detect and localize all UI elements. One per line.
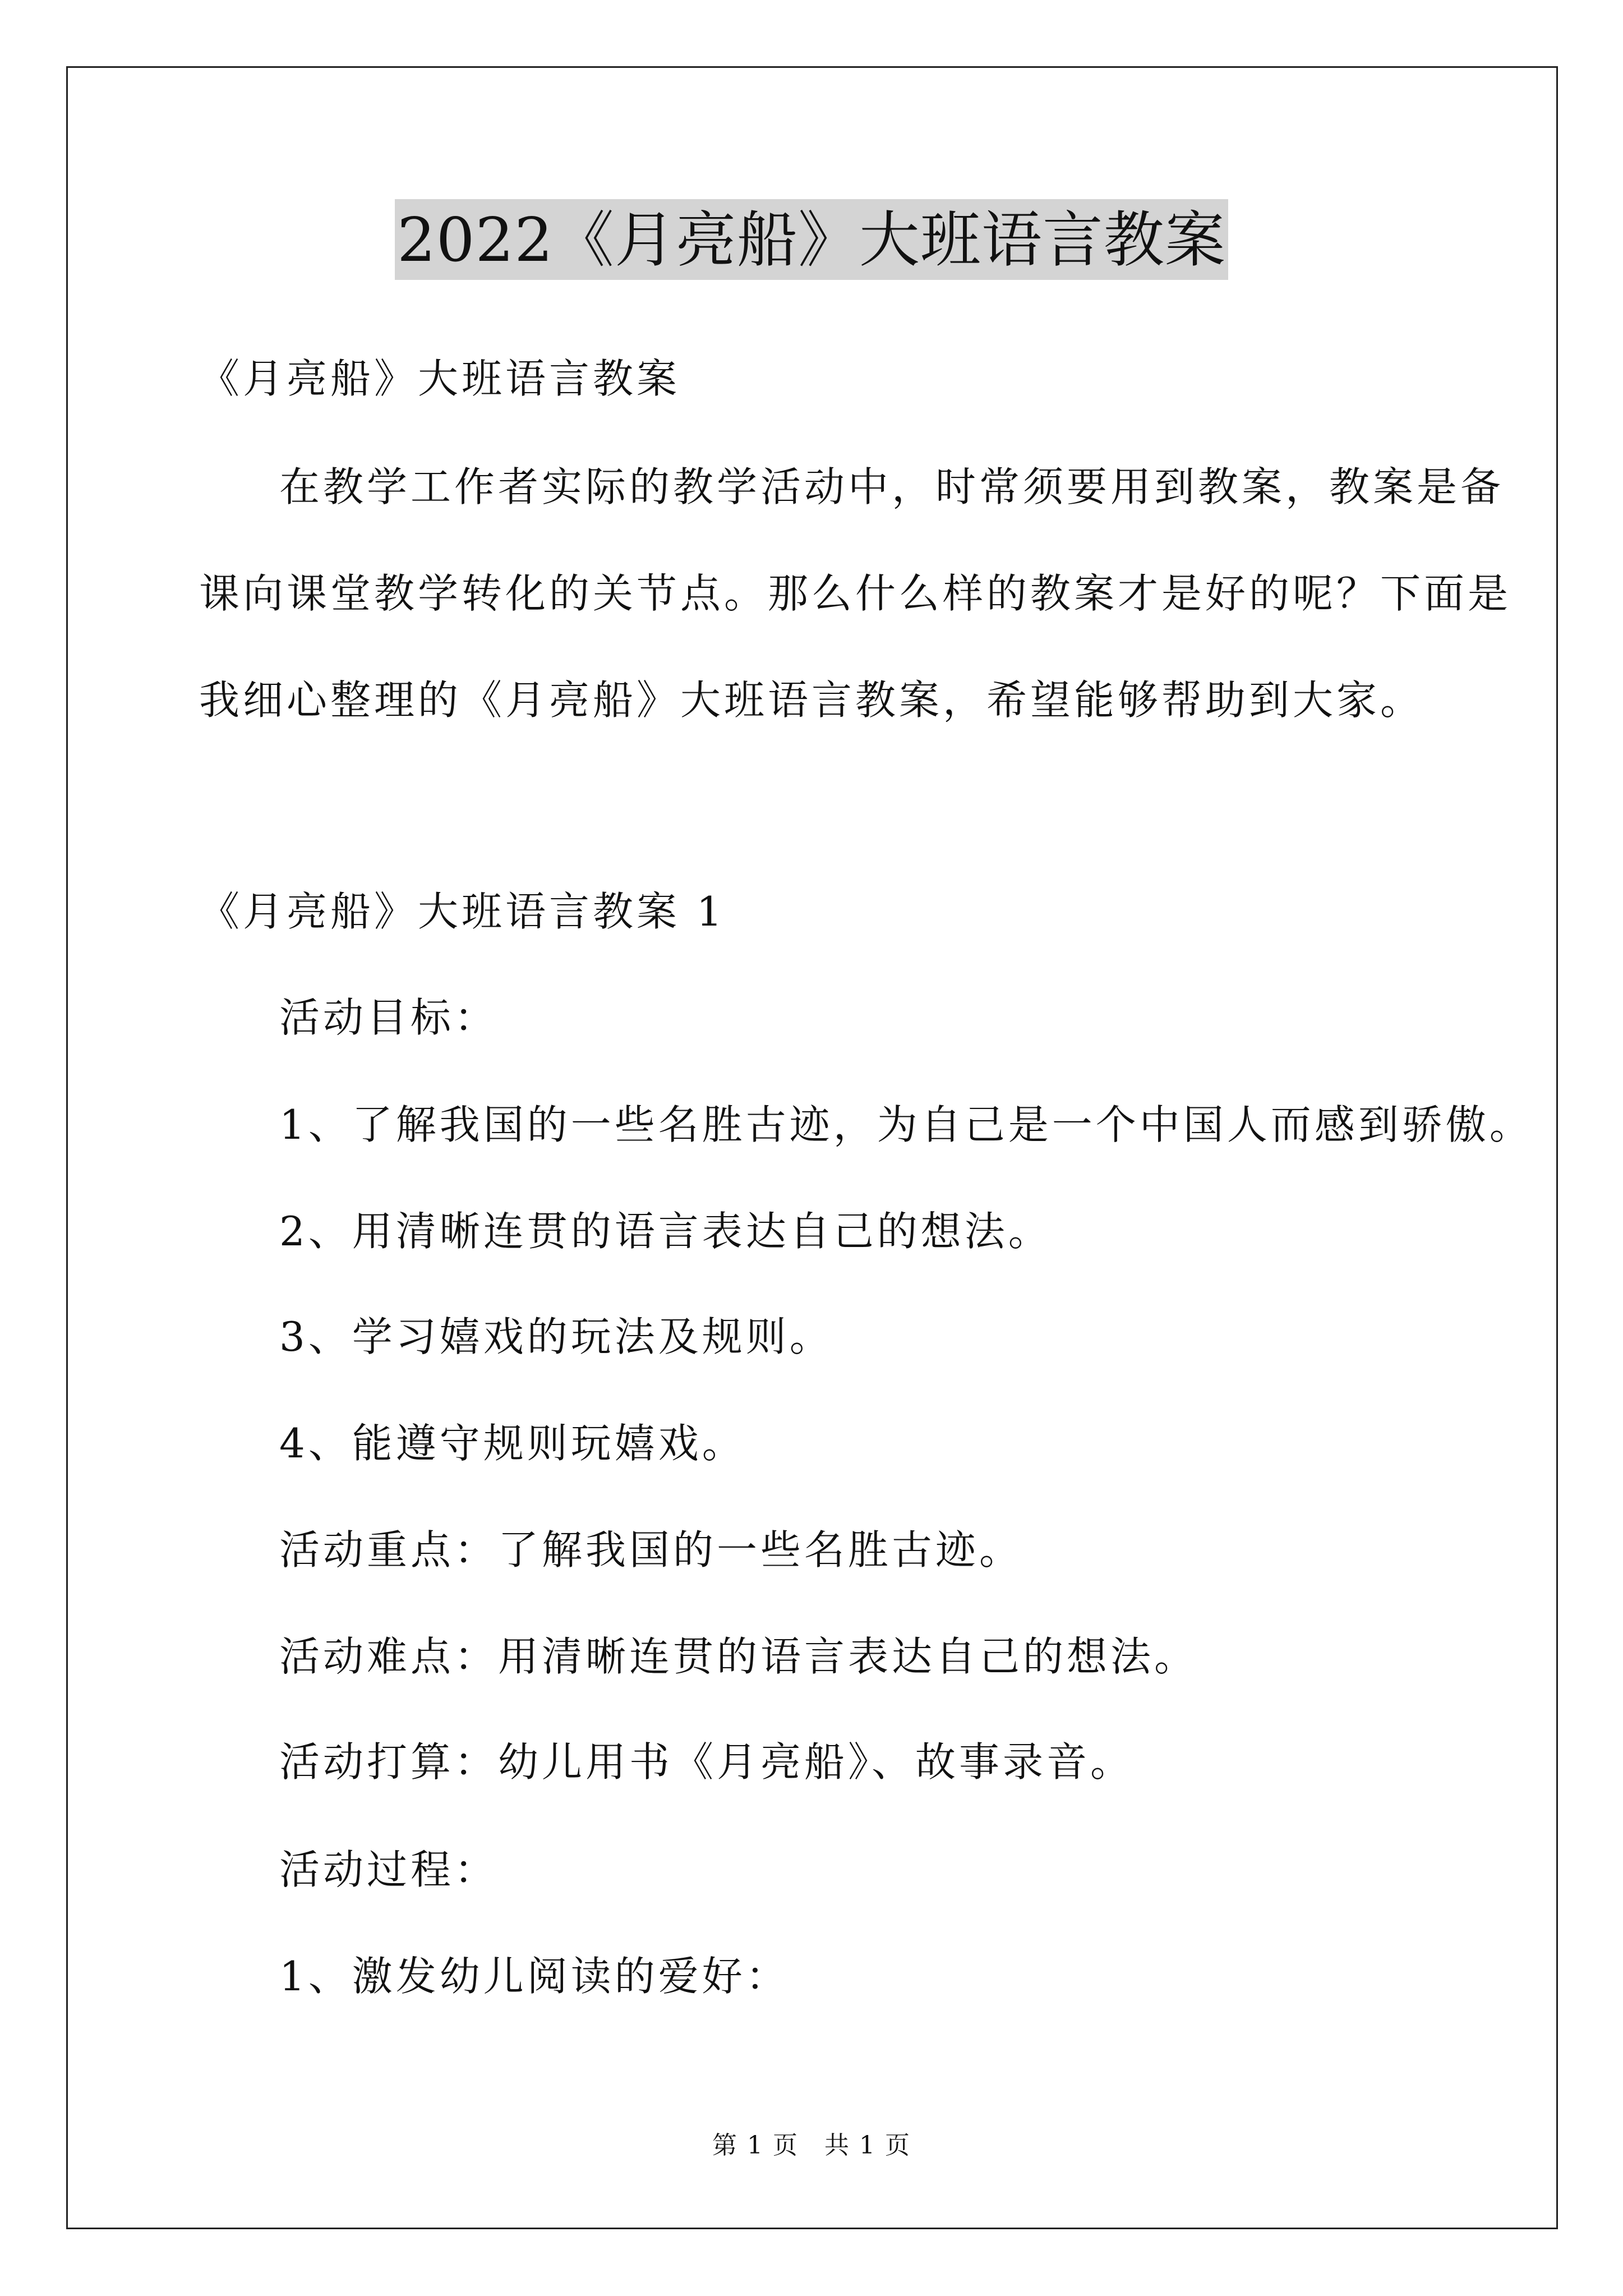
title-container: [0, 199, 1623, 280]
intro-line-1: 在教学工作者实际的教学活动中，时常须要用到教案，教案是备: [279, 463, 1505, 510]
page-footer: 第 1 页 共 1 页: [712, 2131, 911, 2160]
intro-line-3: 我细心整理的《月亮船》大班语言教案，希望能够帮助到大家。: [199, 677, 1424, 724]
subtitle: 《月亮船》大班语言教案: [199, 355, 681, 402]
body-line: 4、能遵守规则玩嬉戏。: [279, 1420, 746, 1467]
body-line: 活动打算：幼儿用书《月亮船》、故事录音。: [279, 1738, 1135, 1786]
body-line: 活动过程：: [279, 1846, 499, 1893]
body-line: 1、了解我国的一些名胜古迹，为自己是一个中国人而感到骄傲。: [279, 1101, 1533, 1148]
body-line: 活动重点：了解我国的一些名胜古迹。: [279, 1526, 1023, 1573]
body-line: 活动难点：用清晰连贯的语言表达自己的想法。: [279, 1633, 1198, 1680]
body-line: 2、用清晰连贯的语言表达自己的想法。: [279, 1208, 1052, 1255]
section-heading: 《月亮船》大班语言教案 1: [199, 888, 726, 935]
body-line: 3、学习嬉戏的玩法及规则。: [279, 1313, 833, 1360]
body-line: 活动目标：: [279, 994, 499, 1041]
document-title: 2022《月亮船》大班语言教案: [395, 199, 1228, 280]
intro-line-2: 课向课堂教学转化的关节点。那么什么样的教案才是好的呢？下面是: [199, 570, 1512, 617]
body-line: 1、激发幼儿阅读的爱好：: [279, 1953, 790, 2000]
